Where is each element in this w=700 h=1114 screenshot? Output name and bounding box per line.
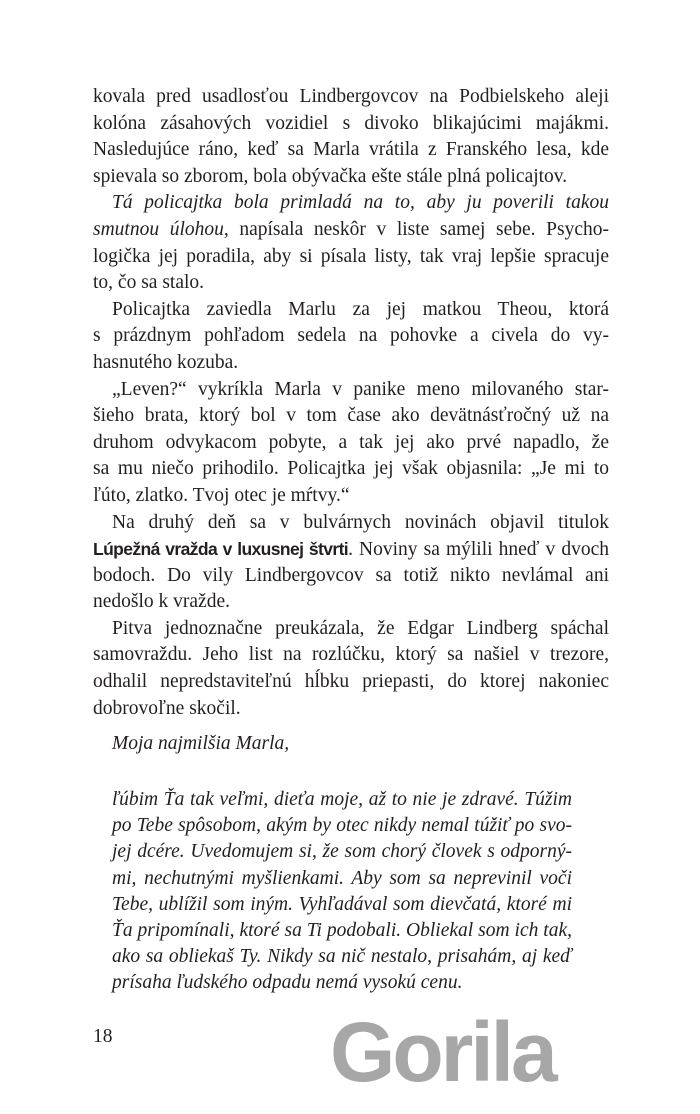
text-line: [93, 403, 609, 430]
text-line: [93, 536, 609, 563]
page-number: 18: [93, 1026, 113, 1047]
text-line: [93, 456, 609, 483]
text-segment: sa mu niečo prihodilo. Policajtka jej však objasnila: „Je mi to: [93, 458, 609, 480]
text-segment: s prázdnym pohľadom sedela na pohovke a civela do vy-: [93, 325, 609, 347]
text-line: [93, 190, 609, 217]
text-line: [93, 164, 609, 191]
text-line: [93, 217, 609, 244]
text-segment: samovraždu. Jeho list na rozlúčku, ktorý sa našiel v trezore,: [93, 644, 609, 666]
text-line: [93, 642, 609, 669]
text-segment: smutnou úlohou,: [93, 218, 229, 240]
text-line: [93, 323, 609, 350]
text-line: [93, 377, 609, 404]
text-line: [93, 270, 609, 297]
text-line: [93, 563, 609, 590]
text-segment: odhalil nepredstaviteľnú hĺbku priepasti, do ktorej nakoniec: [93, 671, 609, 693]
body-text: [93, 84, 609, 722]
text-segment: kovala pred usadlosťou Lindbergovcov na Podbielskeho aleji: [93, 86, 609, 107]
headline-text: Lúpežná vražda v luxusnej štvrti: [93, 539, 349, 560]
text-segment: nedošlo k vražde.: [93, 591, 230, 613]
text-segment: ľúto, zlatko. Tvoj otec je mŕtvy.“: [93, 484, 350, 506]
text-segment: Nasledujúce ráno, keď sa Marla vrátila z Franského lesa, kde: [93, 139, 609, 161]
text-line: [93, 589, 609, 616]
letter-line: po Tebe spôsobom, akým by otec nikdy nemal túžiť po svo-: [112, 815, 572, 837]
text-segment: druhom odvykacom pobyte, a tak jej ako prvé napadlo, že: [93, 431, 609, 453]
text-segment: dobrovoľne skočil.: [93, 697, 241, 719]
text-line: [93, 244, 609, 271]
letter-text: [112, 787, 572, 997]
text-line: [93, 696, 609, 723]
text-line: [93, 510, 609, 537]
text-segment: Pitva jednoznačne preukázala, že Edgar Lindberg spáchal: [112, 617, 609, 639]
text-line: [93, 483, 609, 510]
text-line: [93, 430, 609, 457]
watermark-logo: Gorila: [330, 1005, 555, 1099]
text-segment: napísala neskôr v liste samej sebe. Psycho-: [228, 218, 609, 240]
text-segment: . Noviny sa mýlili hneď v dvoch: [348, 539, 609, 561]
letter-line: ľúbim Ťa tak veľmi, dieťa moje, až to nie je zdravé. Túžim: [112, 789, 572, 810]
text-segment: Tá policajtka bola primladá na to, aby ju poverili takou: [112, 192, 609, 214]
text-segment: Policajtka zaviedla Marlu za jej matkou Theou, ktorá: [112, 298, 609, 320]
letter-greeting: Moja najmilšia Marla,: [112, 733, 290, 754]
text-segment: logička jej poradila, aby si písala listy, tak vraj lepšie spracuje: [93, 245, 609, 267]
text-segment: to, čo sa stalo.: [93, 272, 205, 294]
letter-line: prísaha ľudského odpadu nemá vysokú cenu.: [112, 972, 463, 994]
text-segment: „Leven?“ vykríkla Marla v panike meno milovaného star-: [112, 378, 609, 400]
letter-line: ako sa obliekaš Ty. Nikdy sa nič nestalo, prisahám, aj keď: [112, 946, 572, 968]
letter-line: Ťa pripomínali, ktoré sa Ti podobali. Obliekal som ich tak,: [112, 919, 572, 941]
text-line: [93, 84, 609, 111]
text-line: [93, 669, 609, 696]
text-line: [93, 297, 609, 324]
text-line: [93, 350, 609, 377]
letter-line: mi, nechutnými myšlienkami. Aby som sa neprevinil voči: [112, 867, 572, 889]
text-segment: kolóna zásahových vozidiel s divoko blikajúcimi majákmi.: [93, 112, 609, 134]
text-line: [93, 137, 609, 164]
text-segment: hasnutého kozuba.: [93, 351, 239, 373]
letter-line: jej dcére. Uvedomujem si, že som chorý človek s odporný-: [112, 841, 572, 863]
text-segment: šieho brata, ktorý bol v tom čase ako devätnásťročný už na: [93, 405, 609, 427]
text-line: [93, 111, 609, 138]
text-line: [93, 616, 609, 643]
letter-line: Tebe, ublížil som iným. Vyhľadával som dievčatá, ktoré mi: [112, 893, 572, 915]
text-segment: bodoch. Do vily Lindbergovcov sa totiž nikto nevlámal ani: [93, 564, 609, 586]
text-segment: Na druhý deň sa v bulvárnych novinách objavil titulok: [112, 511, 609, 533]
text-segment: spievala so zborom, bola obývačka ešte stále plná policajtov.: [93, 165, 568, 187]
